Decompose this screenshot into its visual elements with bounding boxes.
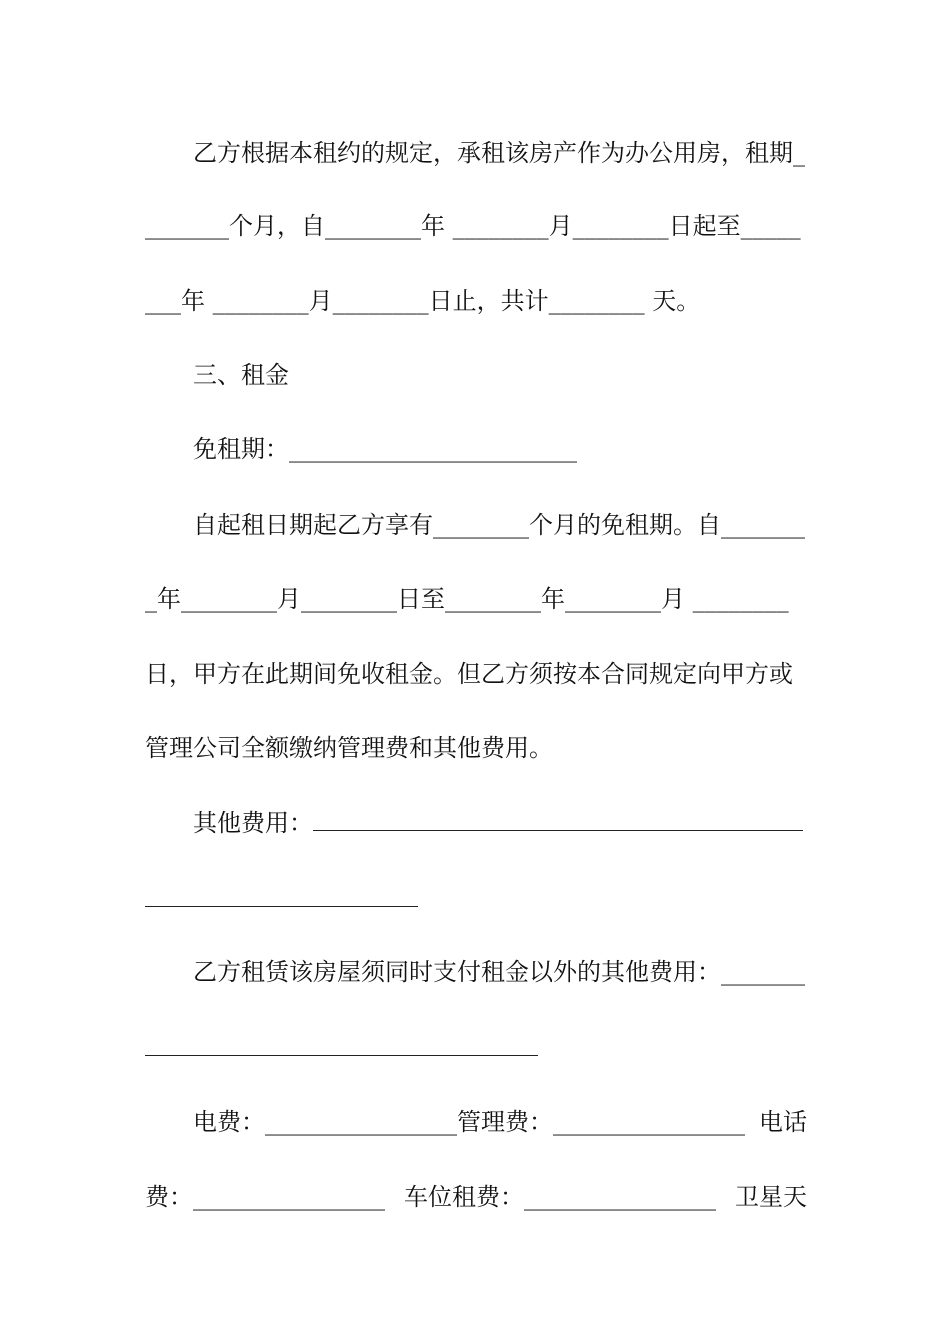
- paragraph-lease-term-line-3: ___年 ________月________日止，共计________ 天。: [145, 287, 701, 315]
- paragraph-rent-free-line-4: 管理公司全额缴纳管理费和其他费用。: [145, 734, 553, 762]
- parking-fee-label: 车位租费：________________: [404, 1183, 716, 1211]
- paragraph-rent-free-line-1: 自起租日期起乙方享有________个月的免租期。自_______: [193, 511, 805, 539]
- paragraph-rent-free-line-3: 日，甲方在此期间免收租金。但乙方须按本合同规定向甲方或: [145, 660, 793, 688]
- other-fees-row: [193, 806, 807, 840]
- electricity-and-management-fees: 电费：________________管理费：________________: [193, 1108, 745, 1136]
- paragraph-extra-fees-line-1: 乙方租赁该房屋须同时支付租金以外的其他费用：_______: [193, 958, 805, 986]
- paragraph-lease-term-line-2: _______个月，自________年 ________月________日起至_____: [145, 212, 801, 240]
- phone-fee-label-start: 电话: [759, 1108, 807, 1136]
- other-fees-blank-continued: [145, 906, 418, 907]
- fees-row-2: [145, 1180, 807, 1214]
- rent-free-period-label: 免租期：________________________: [193, 435, 577, 463]
- other-fees-blank: [313, 808, 803, 831]
- paragraph-lease-term-line-1: 乙方根据本租约的规定，承租该房产作为办公用房，租期_: [193, 139, 805, 167]
- other-fees-label: 其他费用：: [193, 809, 313, 837]
- phone-fee-label-end: 费：________________: [145, 1183, 385, 1211]
- section-heading-rent: 三、租金: [193, 361, 289, 389]
- extra-fees-blank-continued: [145, 1055, 538, 1056]
- fees-row-1: [193, 1105, 807, 1139]
- satellite-label-start: 卫星天: [735, 1183, 807, 1211]
- paragraph-rent-free-line-2: _年________月________日至________年________月 ________: [145, 585, 789, 613]
